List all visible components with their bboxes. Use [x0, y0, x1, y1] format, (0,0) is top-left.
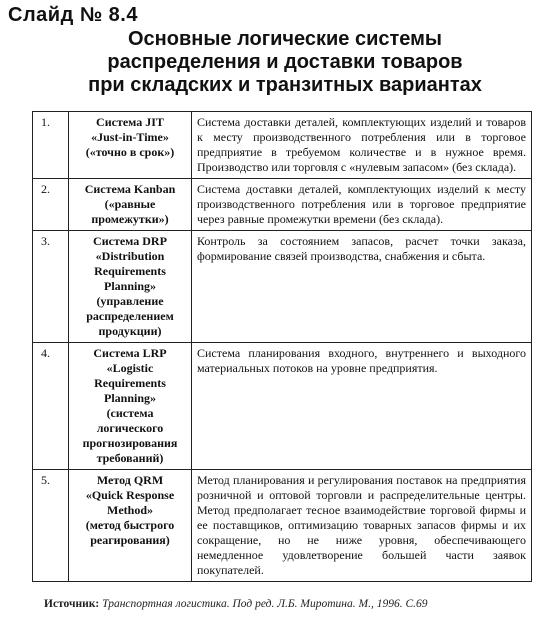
systems-table: [32, 111, 532, 582]
system-name-line: (управление: [96, 294, 164, 308]
system-name-line: «Just-in-Time»: [91, 130, 169, 144]
system-name-cell: [69, 470, 192, 582]
row-number: 2.: [33, 179, 69, 231]
system-name-line: Метод QRM: [96, 473, 164, 487]
system-name-line: «Distribution: [95, 249, 165, 263]
system-name-cell: [69, 231, 192, 343]
system-description: Контроль за состоянием запасов, расчет точки заказа, формирование связей производства, снабжения и сбыта.: [192, 231, 532, 343]
system-name-line: Система JIT: [96, 115, 164, 129]
system-name-line: Method»: [107, 503, 153, 517]
system-description: Метод планирования и регулирования поставок на предприятия розничной и оптовой торговли и распределительные центры. Метод предполагает тесное взаимодействие торговой фирмы и ее поставщиков, оптимизацию товарных запасов фирмы и их сокращение, но не ниже уровня, обеспечивающего немедленное удовлетворение большей части заявок покупателей.: [192, 470, 532, 582]
source-citation: [44, 598, 428, 610]
system-name-line: промежутки»): [91, 212, 169, 226]
systems-table-body: [33, 112, 532, 582]
system-name-line: Planning»: [103, 279, 157, 293]
system-name-line: «Logistic Requirements: [94, 361, 166, 390]
system-name-line: Planning»: [103, 391, 157, 405]
system-description: Система планирования входного, внутреннего и выходного материальных потоков на уровне предприятия.: [192, 343, 532, 470]
system-name-line: Система LRP: [93, 346, 167, 360]
system-description: Система доставки деталей, комплектующих изделий к месту производственного потребления или в торговое предприятие через равные промежутки времени (без склада).: [192, 179, 532, 231]
system-name-line: («равные: [104, 197, 156, 211]
row-number: 3.: [33, 231, 69, 343]
system-name-line: Система Kanban: [84, 182, 176, 196]
system-name-cell: [69, 112, 192, 179]
slide-number: Слайд № 8.4: [8, 4, 138, 26]
title-line-2: распределения и доставки товаров: [107, 51, 463, 73]
row-number: 4.: [33, 343, 69, 470]
system-name-line: Requirements: [94, 264, 166, 278]
table-row: [33, 343, 532, 470]
system-name-line: (система логического: [96, 406, 164, 435]
source-label: Источник: [44, 598, 96, 610]
system-name-line: Система DRP: [93, 234, 167, 248]
table-row: [33, 470, 532, 582]
system-description: Система доставки деталей, комплектующих изделий и товаров к месту производственного потребления или в торговое предприятие в требуемом количестве и в нужное время. Производство или торговля с «нулевым запасом» (без склада).: [192, 112, 532, 179]
title-line-3: при складских и транзитных вариантах: [88, 74, 482, 96]
system-name-cell: [69, 343, 192, 470]
page-title: [40, 28, 530, 97]
system-name-line: (метод быстрого: [85, 518, 175, 532]
system-name-line: продукции): [98, 324, 162, 338]
table-row: [33, 112, 532, 179]
source-text: Транспортная логистика. Под ред. Л.Б. Миротина. М., 1996. С.69: [102, 598, 428, 610]
system-name-line: «Quick Response: [85, 488, 175, 502]
system-name-line: требований): [96, 451, 164, 465]
systems-table-container: [32, 111, 532, 582]
system-name-line: распределением: [86, 309, 174, 323]
row-number: 5.: [33, 470, 69, 582]
system-name-line: реагирования): [90, 533, 170, 547]
title-line-1: Основные логические системы: [127, 28, 443, 50]
source-colon: :: [95, 598, 103, 610]
table-row: [33, 231, 532, 343]
table-row: [33, 179, 532, 231]
system-name-line: («точно в срок»): [85, 145, 175, 159]
row-number: 1.: [33, 112, 69, 179]
system-name-line: прогнозирования: [82, 436, 178, 450]
system-name-cell: [69, 179, 192, 231]
